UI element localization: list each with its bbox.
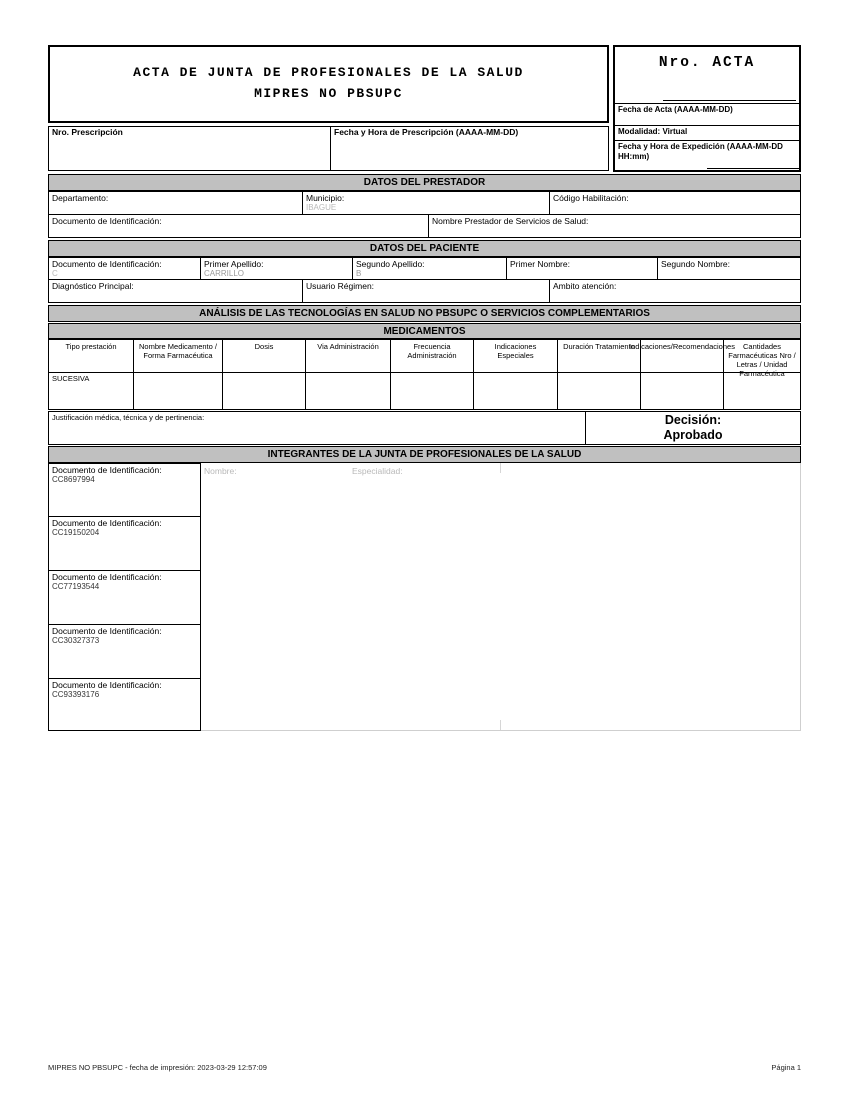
primer-nombre-cell (506, 257, 658, 280)
integrante-row-1 (48, 463, 201, 517)
fecha-prescripcion-label: Fecha y Hora de Prescripción (AAAA-MM-DD) (334, 127, 519, 137)
nro-prescripcion-cell (49, 127, 331, 170)
justificacion-cell (49, 412, 586, 444)
ambito-label: Ambito atención: (553, 281, 617, 291)
prestador-documento-label: Documento de Identificación: (52, 216, 162, 226)
cell-cantidades (723, 372, 801, 410)
primer-apellido-cell (200, 257, 353, 280)
fecha-acta-cell (615, 104, 799, 124)
integrante-doc-value-4: CC30327373 (52, 636, 100, 645)
nro-acta-underline (663, 100, 796, 101)
col-via-administracion: Via Administración (305, 339, 391, 373)
footer-left: MIPRES NO PBSUPC - fecha de impresión: 2023-03-29 12:57:09 (48, 1063, 267, 1072)
medicamentos-data-row (48, 372, 801, 410)
fecha-acta-label: Fecha de Acta (AAAA-MM-DD) (618, 105, 733, 114)
fecha-prescripcion-cell (331, 127, 608, 170)
col-cantidades: Cantidades Farmacéuticas Nro / Letras / Unidad Farmacéutica (723, 339, 801, 373)
section-paciente-header: DATOS DEL PACIENTE (48, 240, 801, 257)
diagnostico-cell (48, 279, 303, 303)
integrante-doc-label-3: Documento de Identificación: (52, 572, 162, 582)
cell-tipo-prestacion (48, 372, 134, 410)
section-analisis-header: ANÁLISIS DE LAS TECNOLOGÍAS EN SALUD NO PBSUPC O SERVICIOS COMPLEMENTARIOS (48, 305, 801, 322)
modalidad-label: Modalidad: Virtual (618, 127, 688, 136)
form-title-line1: ACTA DE JUNTA DE PROFESIONALES DE LA SALUD (133, 65, 524, 80)
integrante-row-3 (48, 570, 201, 625)
prescripcion-row (48, 126, 609, 171)
cell-frecuencia (390, 372, 474, 410)
paciente-documento-label: Documento de Identificación: (52, 259, 162, 269)
paciente-documento-cell (48, 257, 201, 280)
integrante-row-2 (48, 516, 201, 571)
codigo-habilitacion-cell (549, 191, 801, 215)
integrante-doc-value-2: CC19150204 (52, 528, 100, 537)
cell-indicaciones-especiales (473, 372, 558, 410)
segundo-nombre-cell (657, 257, 801, 280)
diagnostico-label: Diagnóstico Principal: (52, 281, 134, 291)
col-duracion: Duración Tratamiento (557, 339, 641, 373)
segundo-apellido-value: B (356, 269, 362, 278)
footer-page-number: Página 1 (771, 1063, 801, 1072)
primer-nombre-label: Primer Nombre: (510, 259, 570, 269)
col-frecuencia: Frecuencia Administración (390, 339, 474, 373)
title-box (48, 45, 609, 123)
integrante-nombre-label: Nombre: (204, 466, 237, 476)
segundo-apellido-label: Segundo Apellido: (356, 259, 425, 269)
medicamentos-header-row (48, 339, 801, 378)
integrante-doc-value-1: CC8697994 (52, 475, 95, 484)
section-prestador-header: DATOS DEL PRESTADOR (48, 174, 801, 191)
acta-box (613, 45, 801, 172)
integrante-doc-label-5: Documento de Identificación: (52, 680, 162, 690)
integrante-row-4 (48, 624, 201, 679)
tipo-prestacion-value: SUCESIVA (52, 374, 90, 383)
integrante-doc-label-2: Documento de Identificación: (52, 518, 162, 528)
paciente-row2 (48, 279, 801, 303)
modalidad-cell (615, 126, 799, 140)
paciente-documento-value: C (52, 269, 58, 278)
col-dosis: Dosis (222, 339, 306, 373)
form-title-line2: MIPRES NO PBSUPC (254, 86, 403, 101)
decision-cell (586, 412, 800, 444)
codigo-habilitacion-label: Código Habilitación: (553, 193, 629, 203)
col-nombre-medicamento: Nombre Medicamento / Forma Farmacéutica (133, 339, 223, 373)
decision-label: Decisión: (664, 413, 722, 427)
prestador-row1 (48, 191, 801, 215)
cell-nombre-medicamento (133, 372, 223, 410)
col-recomendaciones: Indicaciones/Recomendaciones (640, 339, 724, 373)
nombre-prestador-cell (428, 214, 801, 238)
cell-recomendaciones (640, 372, 724, 410)
segundo-nombre-label: Segundo Nombre: (661, 259, 730, 269)
section-medicamentos-header: MEDICAMENTOS (48, 323, 801, 339)
primer-apellido-value: CARRILLO (204, 269, 245, 278)
decision-value: Aprobado (663, 428, 723, 442)
prestador-row2 (48, 214, 801, 238)
col-indicaciones-especiales: Indicaciones Especiales (473, 339, 558, 373)
fecha-expedicion-cell (615, 141, 799, 169)
segundo-apellido-cell (352, 257, 507, 280)
primer-apellido-label: Primer Apellido: (204, 259, 264, 269)
cell-via-administracion (305, 372, 391, 410)
fecha-expedicion-label: Fecha y Hora de Expedición (AAAA-MM-DD HH:mm) (618, 142, 783, 161)
integrante-doc-value-5: CC93393176 (52, 690, 100, 699)
departamento-label: Departamento: (52, 193, 109, 203)
justificacion-label: Justificación médica, técnica y de pertinencia: (52, 413, 205, 422)
ambito-cell (549, 279, 801, 303)
nombre-prestador-label: Nombre Prestador de Servicios de Salud: (432, 216, 589, 226)
integrante-doc-label-1: Documento de Identificación: (52, 465, 162, 475)
nro-acta-label: Nro. ACTA (658, 55, 756, 71)
integrante-doc-label-4: Documento de Identificación: (52, 626, 162, 636)
integrante-row-5 (48, 678, 201, 731)
integrantes-divider-top (500, 463, 501, 473)
integrantes-divider-bottom (500, 720, 501, 730)
municipio-cell (302, 191, 550, 215)
cell-duracion (557, 372, 641, 410)
paciente-row1 (48, 257, 801, 280)
section-integrantes-header: INTEGRANTES DE LA JUNTA DE PROFESIONALES DE LA SALUD (48, 446, 801, 463)
justificacion-row (48, 411, 801, 445)
usuario-regimen-label: Usuario Régimen: (306, 281, 375, 291)
col-tipo-prestacion: Tipo prestación (48, 339, 134, 373)
municipio-value: IBAGUE (306, 203, 337, 212)
municipio-label: Municipio: (306, 193, 345, 203)
fecha-expedicion-underline (707, 168, 799, 169)
nro-prescripcion-label: Nro. Prescripción (52, 127, 123, 137)
integrante-doc-value-3: CC77193544 (52, 582, 100, 591)
prestador-documento-cell (48, 214, 429, 238)
integrante-especialidad-label: Especialidad: (352, 466, 403, 476)
usuario-regimen-cell (302, 279, 550, 303)
departamento-cell (48, 191, 303, 215)
cell-dosis (222, 372, 306, 410)
